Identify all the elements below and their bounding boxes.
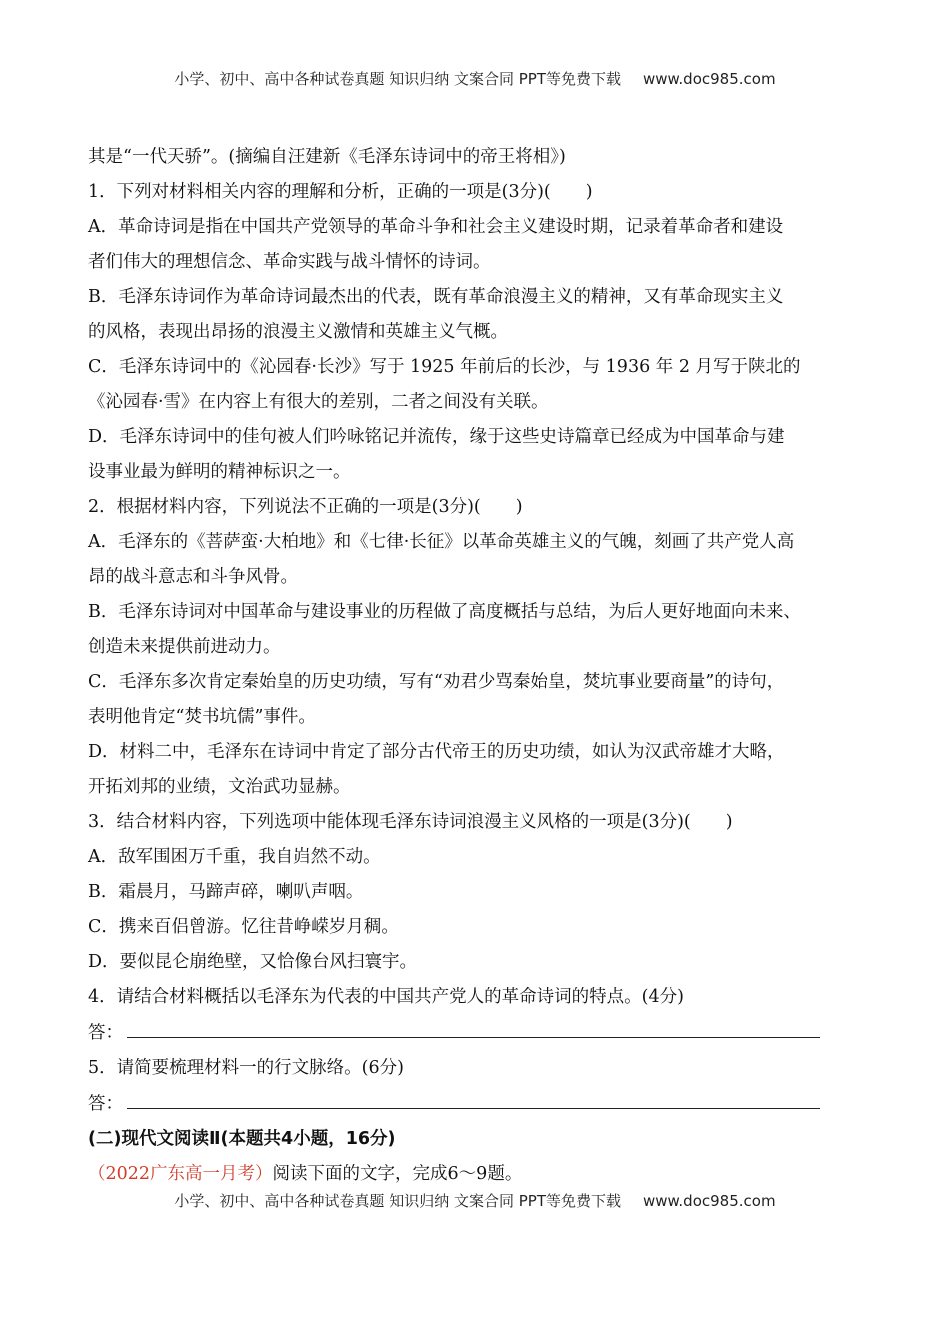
q4-stem: 4．请结合材料概括以毛泽东为代表的中国共产党人的革命诗词的特点。(4分) bbox=[88, 987, 684, 1007]
q1-option-d-line2: 设事业最为鲜明的精神标识之一。 bbox=[88, 462, 351, 482]
q3-option-c: C．携来百侣曾游。忆往昔峥嵘岁月稠。 bbox=[88, 917, 399, 937]
q2-option-a-line1: A．毛泽东的《菩萨蛮·大柏地》和《七律·长征》以革命英雄主义的气魄，刻画了共产党人高 bbox=[88, 532, 795, 552]
q3-option-a: A．敌军围困万千重，我自岿然不动。 bbox=[88, 847, 381, 867]
q1-option-c-line1: C．毛泽东诗词中的《沁园春·长沙》写于 1925 年前后的长沙，与 1936 年 2 月写于陕北的 bbox=[88, 357, 801, 377]
source-tag: （2022广东高一月考） bbox=[88, 1164, 273, 1184]
question-2 bbox=[88, 490, 868, 805]
q2-option-b-line1: B．毛泽东诗词对中国革命与建设事业的历程做了高度概括与总结，为后人更好地面向未来、 bbox=[88, 602, 801, 622]
q2-option-c-line2: 表明他肯定“焚书坑儒”事件。 bbox=[88, 707, 316, 727]
footer-site-link[interactable]: www.doc985.com bbox=[642, 1192, 776, 1210]
page-footer bbox=[0, 1190, 950, 1211]
q1-option-b-line1: B．毛泽东诗词作为革命诗词最杰出的代表，既有革命浪漫主义的精神，又有革命现实主义 bbox=[88, 287, 784, 307]
q5-answer-row bbox=[88, 1086, 868, 1122]
question-3 bbox=[88, 805, 868, 980]
q5-answer-label: 答： bbox=[88, 1094, 123, 1114]
section-title: (二)现代文阅读Ⅱ(本题共4小题，16分) bbox=[88, 1129, 396, 1149]
q4-answer-line[interactable] bbox=[127, 1015, 820, 1038]
q3-option-b: B．霜晨月，马蹄声碎，喇叭声咽。 bbox=[88, 882, 364, 902]
question-4 bbox=[88, 980, 868, 1051]
q4-answer-row bbox=[88, 1015, 868, 1051]
q2-stem: 2．根据材料内容，下列说法不正确的一项是(3分)( ) bbox=[88, 497, 523, 517]
page-header bbox=[0, 68, 950, 89]
q3-stem: 3．结合材料内容，下列选项中能体现毛泽东诗词浪漫主义风格的一项是(3分)( ) bbox=[88, 812, 733, 832]
q5-answer-line[interactable] bbox=[127, 1086, 820, 1109]
header-site-link[interactable]: www.doc985.com bbox=[642, 70, 776, 88]
header-text: 小学、初中、高中各种试卷真题 知识归纳 文案合同 PPT等免费下载 bbox=[174, 70, 621, 88]
footer-text: 小学、初中、高中各种试卷真题 知识归纳 文案合同 PPT等免费下载 bbox=[174, 1192, 621, 1210]
q1-option-b-line2: 的风格，表现出昂扬的浪漫主义激情和英雄主义气概。 bbox=[88, 322, 508, 342]
q2-option-a-line2: 昂的战斗意志和斗争风骨。 bbox=[88, 567, 298, 587]
question-1 bbox=[88, 175, 868, 490]
q1-option-a-line1: A．革命诗词是指在中国共产党领导的革命斗争和社会主义建设时期，记录着革命者和建设 bbox=[88, 217, 784, 237]
q2-option-c-line1: C．毛泽东多次肯定秦始皇的历史功绩，写有“劝君少骂秦始皇，焚坑事业要商量”的诗句， bbox=[88, 672, 785, 692]
q4-answer-label: 答： bbox=[88, 1023, 123, 1043]
reading-instruction: 阅读下面的文字，完成6～9题。 bbox=[272, 1164, 523, 1184]
reading-instruction-row bbox=[88, 1157, 868, 1192]
q3-option-d: D．要似昆仑崩绝壁，又恰像台风扫寰宇。 bbox=[88, 952, 418, 972]
intro-line: 其是“一代天骄”。(摘编自汪建新《毛泽东诗词中的帝王将相》) bbox=[88, 147, 566, 167]
q1-option-a-line2: 者们伟大的理想信念、革命实践与战斗情怀的诗词。 bbox=[88, 252, 491, 272]
question-5 bbox=[88, 1051, 868, 1122]
q1-stem: 1．下列对材料相关内容的理解和分析，正确的一项是(3分)( ) bbox=[88, 182, 593, 202]
exam-content bbox=[88, 140, 868, 1192]
q2-option-b-line2: 创造未来提供前进动力。 bbox=[88, 637, 281, 657]
q2-option-d-line2: 开拓刘邦的业绩，文治武功显赫。 bbox=[88, 777, 351, 797]
q1-option-d-line1: D．毛泽东诗词中的佳句被人们吟咏铭记并流传，缘于这些史诗篇章已经成为中国革命与建 bbox=[88, 427, 785, 447]
q1-option-c-line2: 《沁园春·雪》在内容上有很大的差别，二者之间没有关联。 bbox=[88, 392, 549, 412]
q2-option-d-line1: D．材料二中，毛泽东在诗词中肯定了部分古代帝王的历史功绩，如认为汉武帝雄才大略， bbox=[88, 742, 785, 762]
q5-stem: 5．请简要梳理材料一的行文脉络。(6分) bbox=[88, 1058, 404, 1078]
